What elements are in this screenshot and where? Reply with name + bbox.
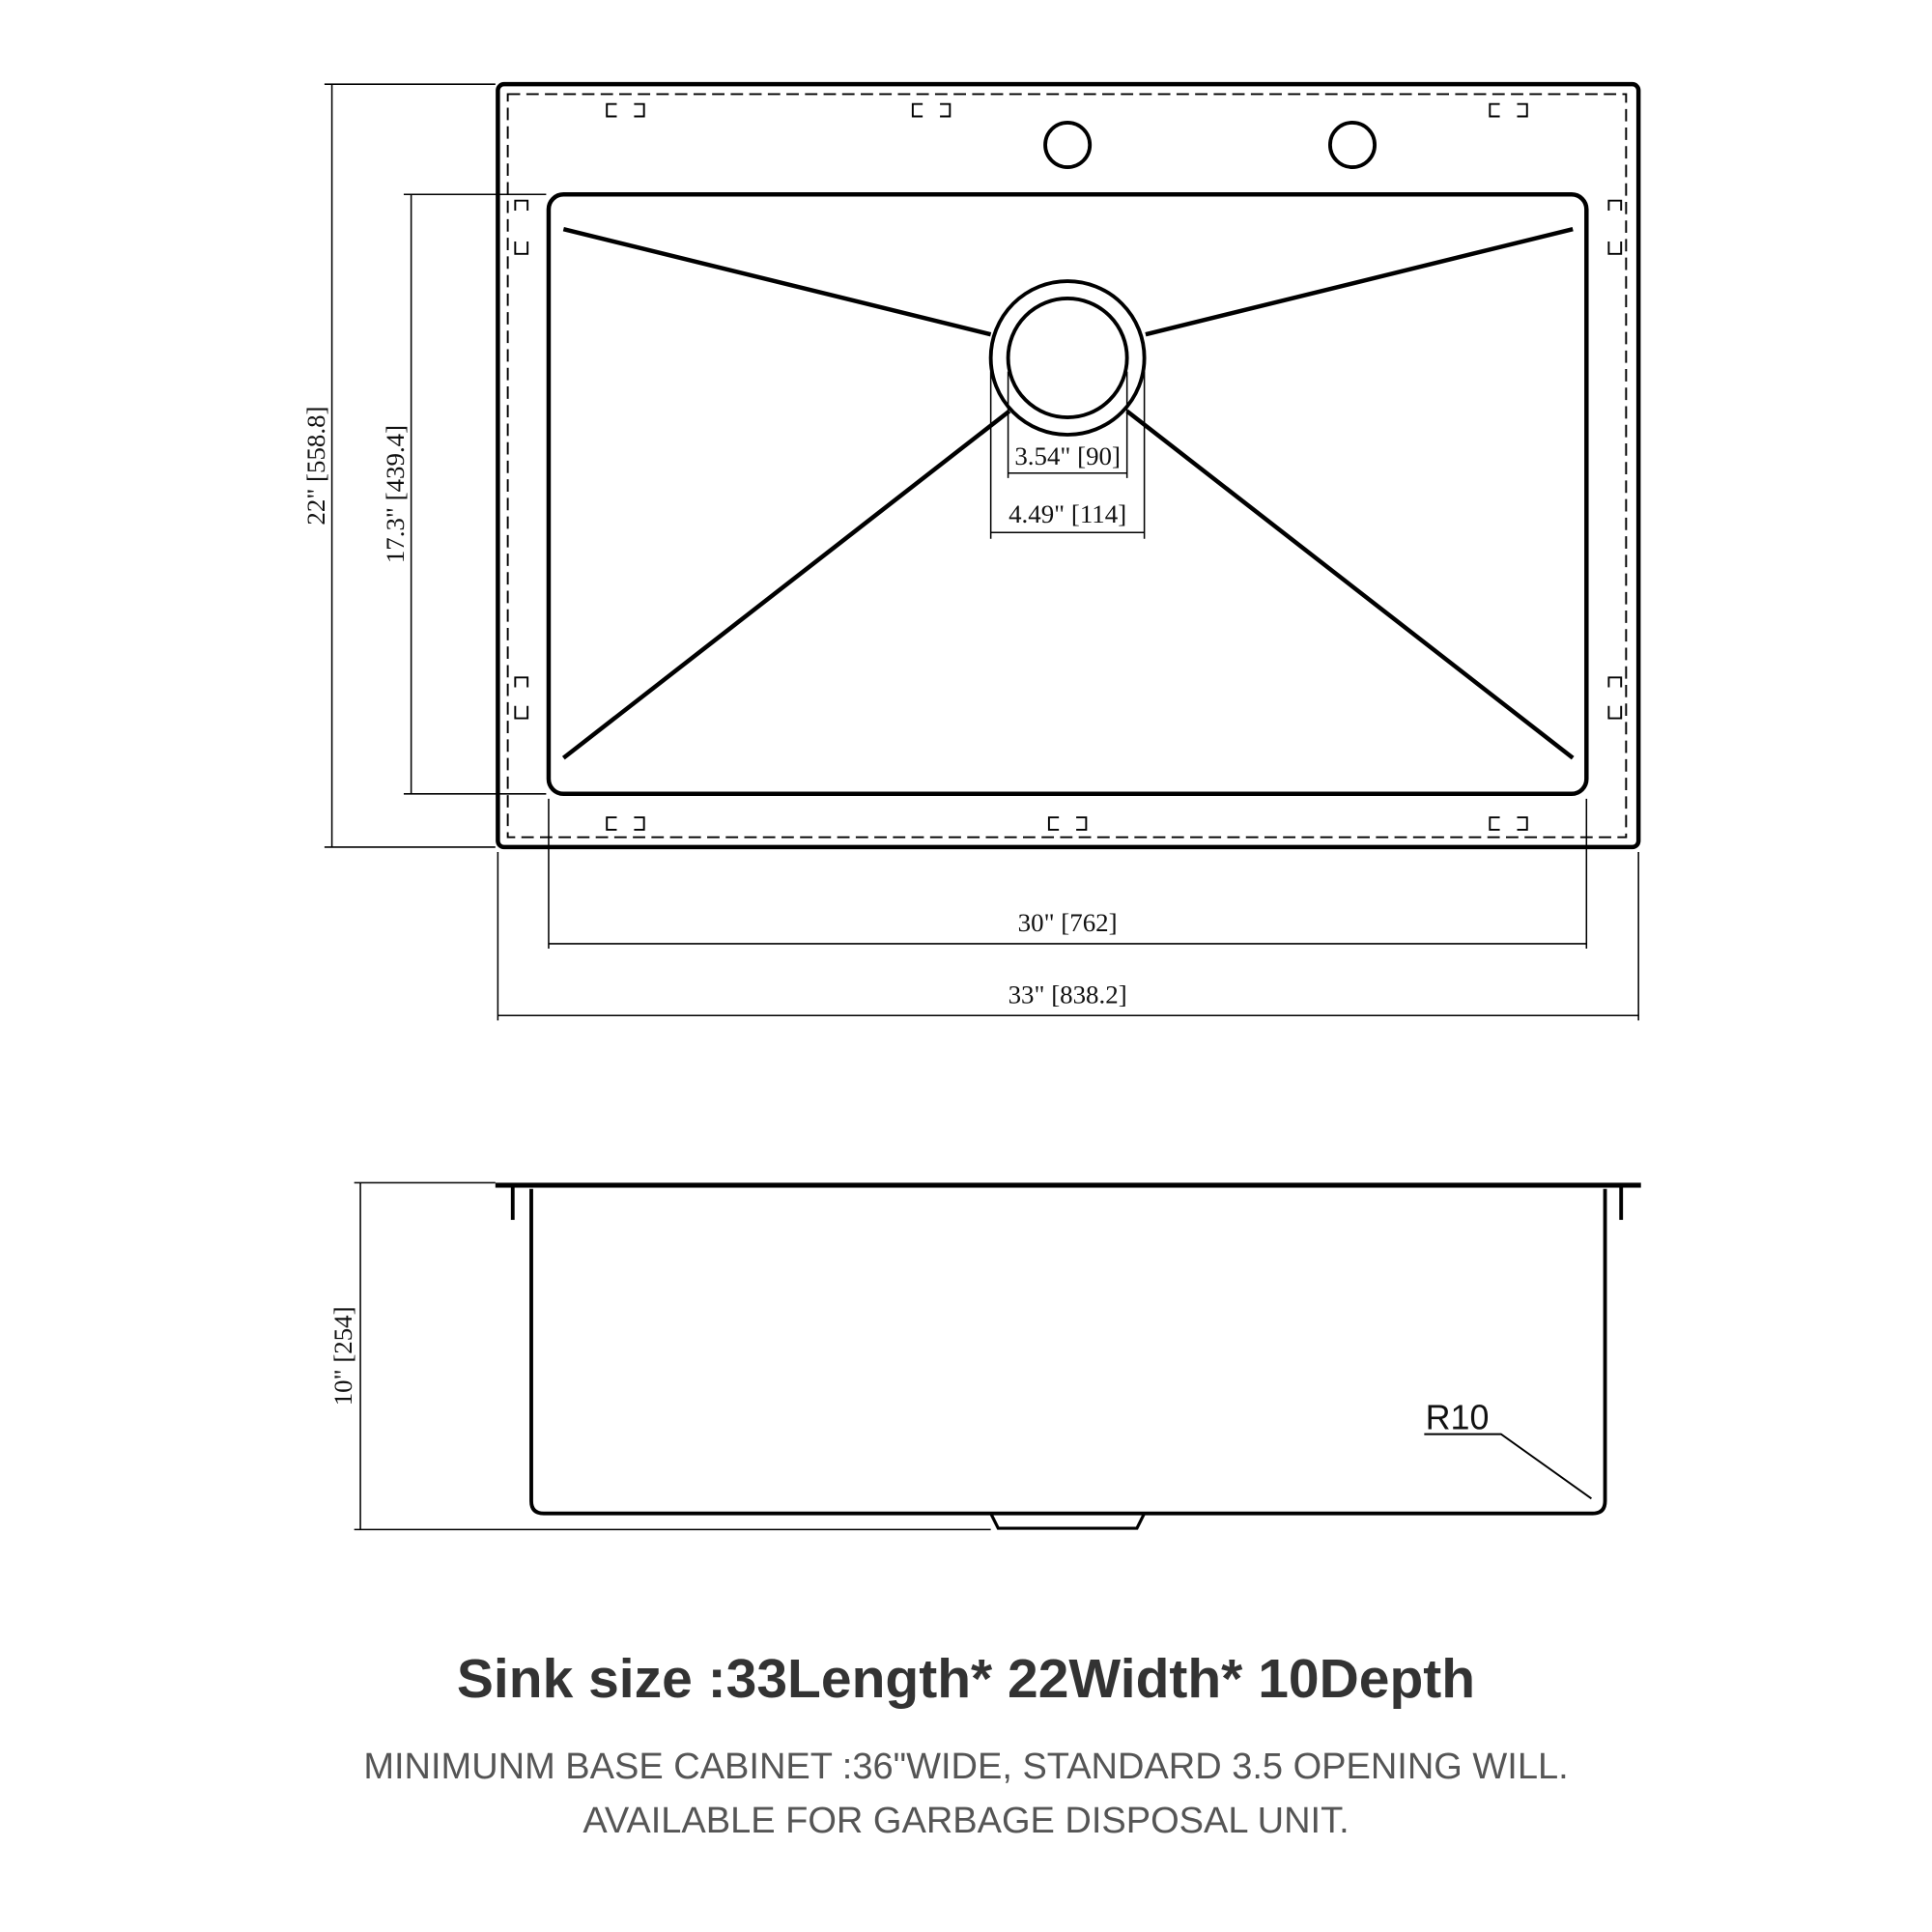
caption-title: Sink size :33Length* 22Width* 10Depth	[456, 1648, 1476, 1710]
drain-inner	[1009, 298, 1127, 417]
depth-label: 10" [254]	[328, 1306, 358, 1406]
dimension-lines	[325, 84, 1638, 1020]
drain-inner-label: 3.54" [90]	[1014, 440, 1121, 470]
drain-outer-label: 4.49" [114]	[1009, 499, 1127, 529]
top-view	[325, 84, 1638, 1020]
drain-outer	[991, 281, 1145, 435]
drain-profile	[991, 1514, 1145, 1528]
side-view	[355, 1182, 1641, 1529]
caption-note-1: MINIMUNM BASE CABINET :36"WIDE, STANDARD 3.5 OPENING WILL.	[363, 1747, 1569, 1787]
caption-note-2: AVAILABLE FOR GARBAGE DISPOSAL UNIT.	[582, 1801, 1350, 1841]
radius-label: R10	[1425, 1398, 1490, 1437]
overall-height-label: 22" [558.8]	[300, 406, 330, 526]
overall-width-label: 33" [838.2]	[1008, 980, 1127, 1009]
bowl-width-label: 30" [762]	[1017, 908, 1118, 938]
bowl	[549, 194, 1586, 794]
bowl-height-label: 17.3" [439.4]	[380, 424, 410, 564]
faucet-hole	[1330, 123, 1375, 167]
radius-leader	[1424, 1435, 1591, 1499]
slope-lines	[563, 229, 1573, 757]
faucet-hole	[1045, 123, 1090, 167]
bowl-profile	[531, 1189, 1605, 1514]
